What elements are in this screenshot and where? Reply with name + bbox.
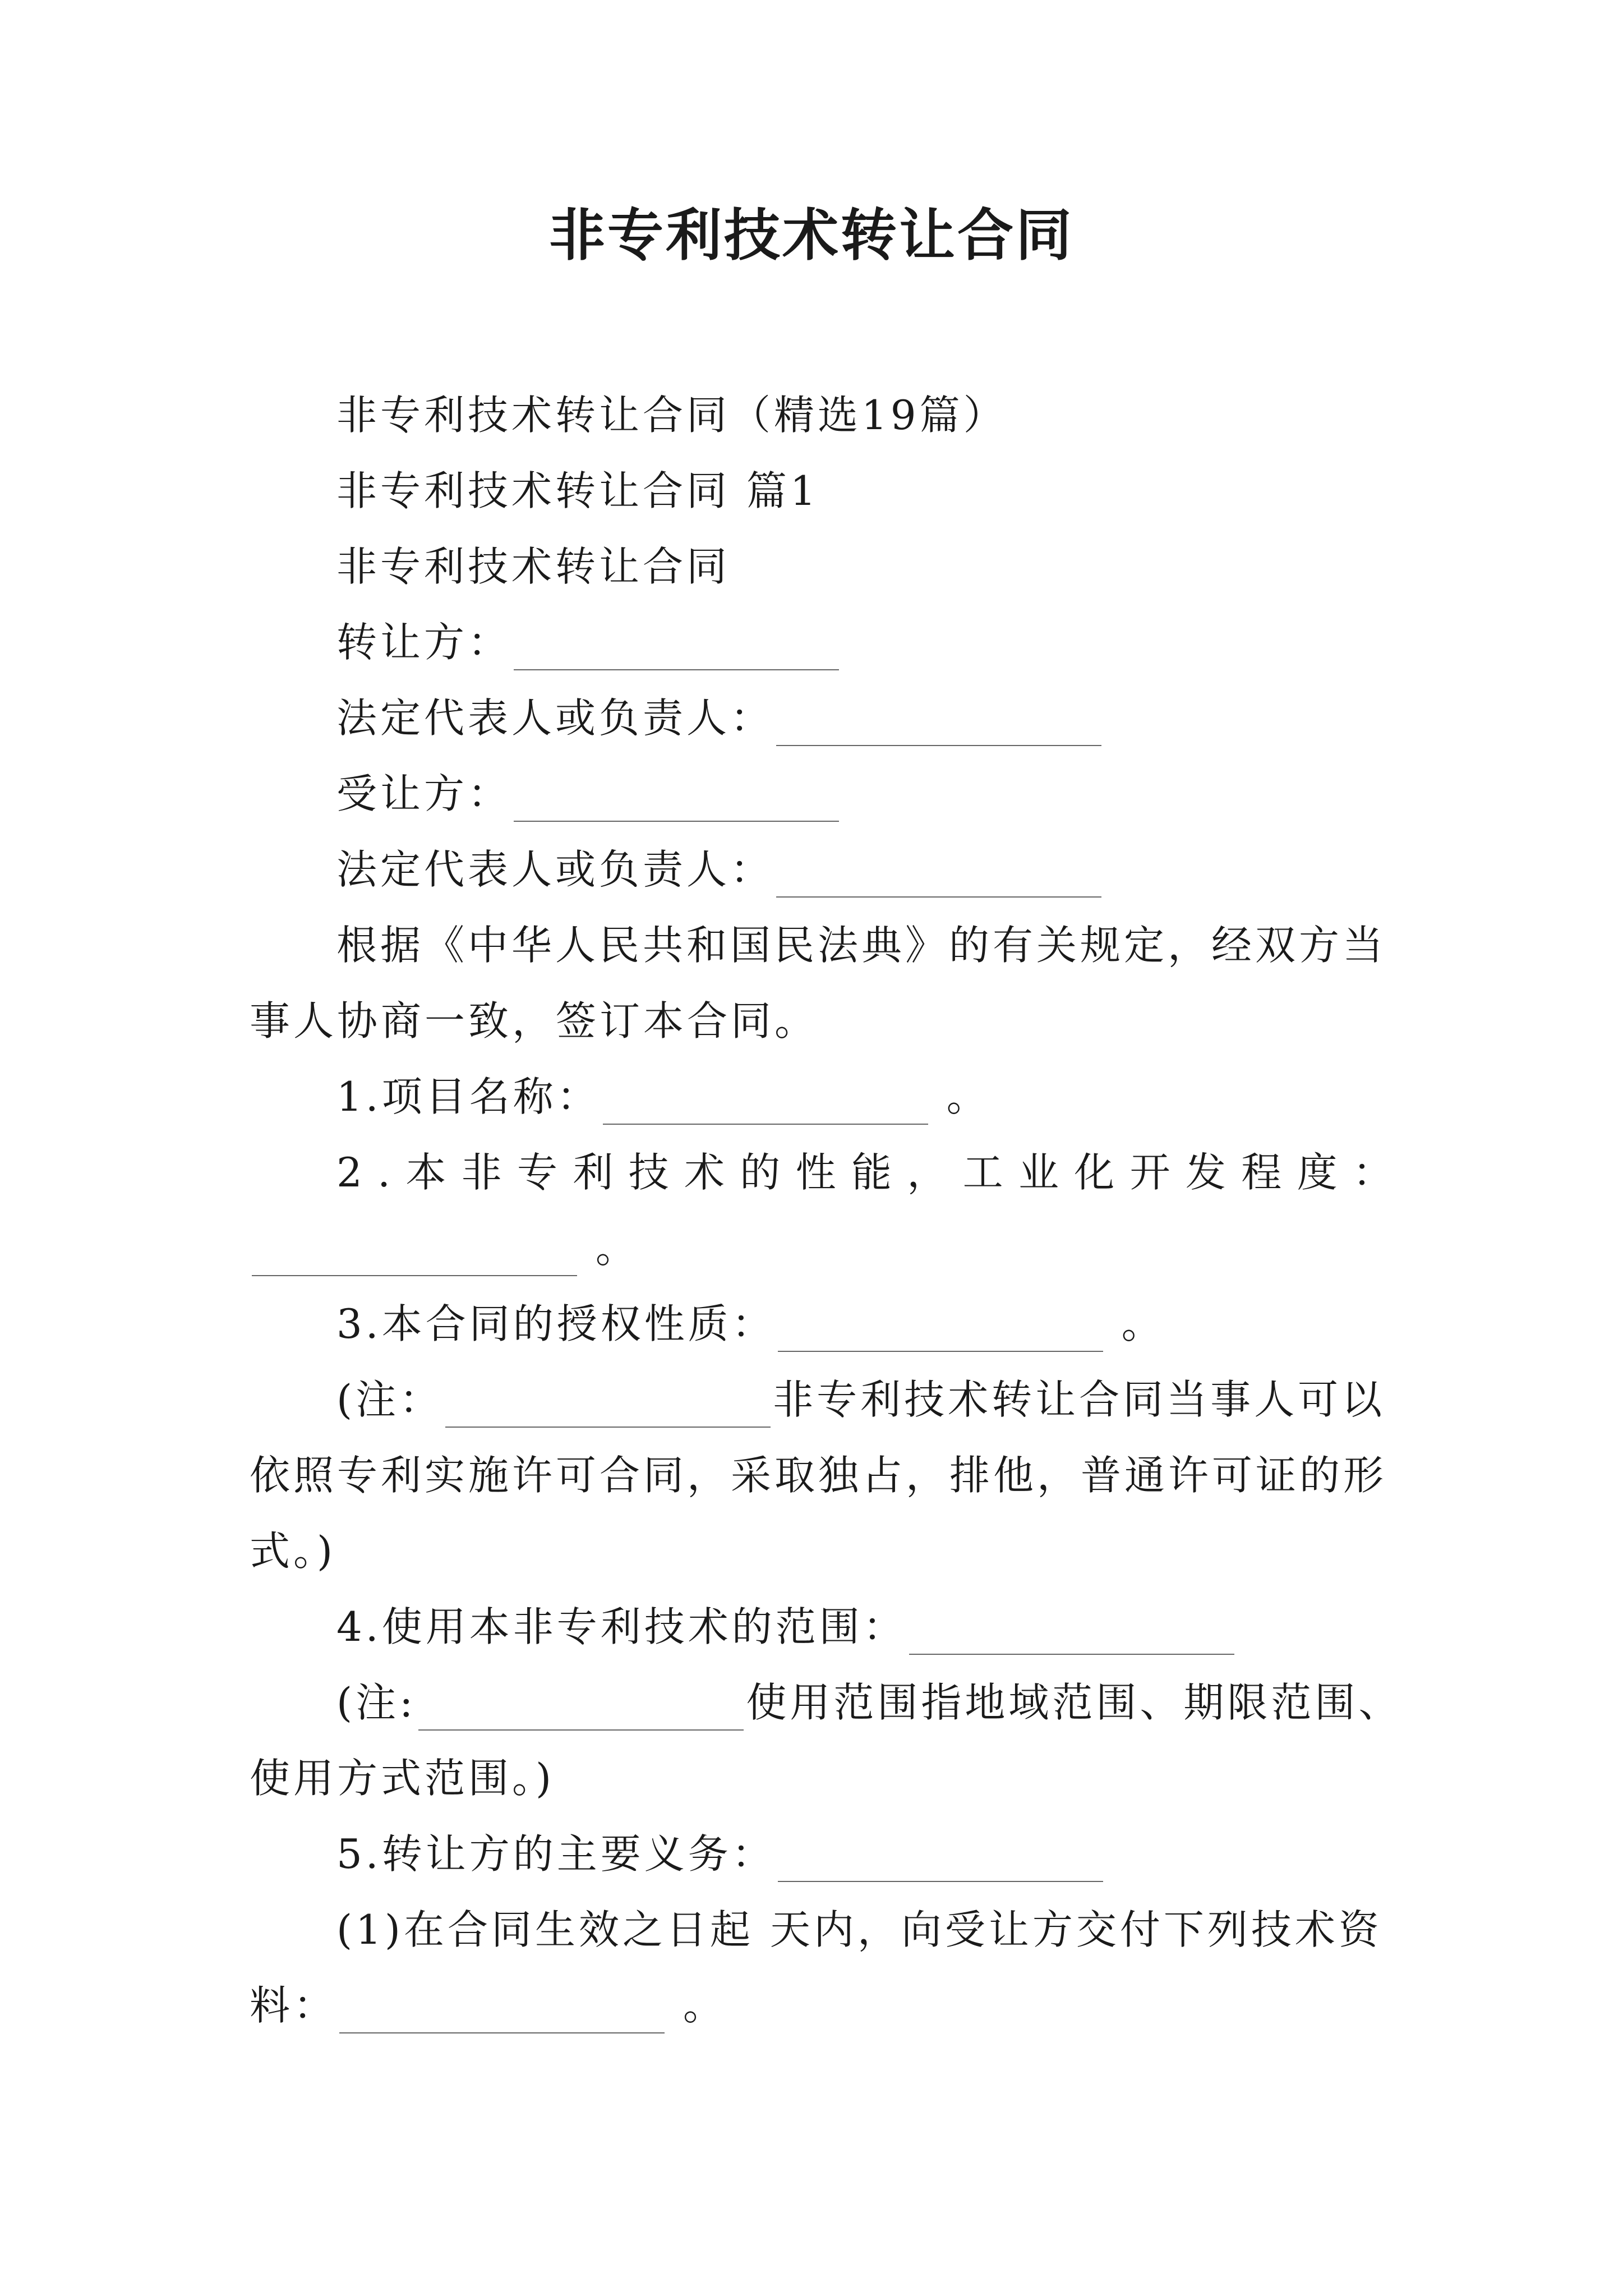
text-char: 开 xyxy=(1129,1149,1174,1196)
transferee-rep-line xyxy=(336,841,1396,898)
item-4-line xyxy=(336,1599,1396,1655)
note-1-line xyxy=(336,1372,1396,1428)
item-5-line xyxy=(336,1826,1396,1882)
text: (注: xyxy=(336,1679,417,1726)
text: 1.项目名称： xyxy=(336,1073,601,1120)
section-heading xyxy=(336,463,1396,519)
item-5-1-continuation xyxy=(250,1977,1394,2033)
text: 4.使用本非专利技术的范围： xyxy=(336,1603,907,1650)
text: 根据《中华人民共和国民法典》的有关规定，经双方当 xyxy=(336,922,1387,969)
blank-field[interactable] xyxy=(252,1236,577,1276)
blank-field[interactable] xyxy=(778,1312,1103,1352)
text-char: 性 xyxy=(795,1149,840,1196)
text: (1)在合同生效之日起 天内，向受让方交付下列技术资 xyxy=(336,1906,1382,1953)
text: 。 xyxy=(683,1982,727,2029)
text-char: 非 xyxy=(461,1149,505,1196)
blank-field[interactable] xyxy=(778,1842,1103,1882)
text-char: . xyxy=(377,1149,394,1196)
note-2-line xyxy=(336,1674,1403,1731)
text-char: 发 xyxy=(1185,1149,1229,1196)
paragraph-line xyxy=(336,917,1396,973)
item-3-line xyxy=(336,1296,1396,1352)
text: (注： xyxy=(336,1376,444,1423)
paragraph-line xyxy=(250,993,1394,1049)
text-char: 利 xyxy=(573,1149,617,1196)
text-char: ： xyxy=(1352,1149,1396,1196)
text: 转让方： xyxy=(336,619,512,666)
transferee-line xyxy=(336,766,1396,822)
note-1-continuation xyxy=(250,1447,1394,1503)
text: 法定代表人或负责人： xyxy=(336,694,774,742)
text-char: 业 xyxy=(1018,1149,1062,1196)
text-char: 度 xyxy=(1297,1149,1341,1196)
text: 使用方式范围。) xyxy=(250,1755,555,1802)
note-1-end xyxy=(250,1523,1394,1579)
text: 非专利技术转让合同 xyxy=(336,543,731,590)
item-5-1-line xyxy=(336,1902,1396,1958)
text-char: 程 xyxy=(1241,1149,1285,1196)
transferor-rep-line xyxy=(336,690,1396,746)
text: 非专利技术转让合同当事人可以 xyxy=(773,1376,1386,1423)
transferor-line xyxy=(336,614,1396,670)
text-char: 能 xyxy=(851,1149,895,1196)
text: 依照专利实施许可合同，采取独占，排他，普通许可证的形 xyxy=(250,1452,1387,1499)
text-char: 2 xyxy=(336,1149,366,1196)
contract-heading xyxy=(336,539,1396,595)
blank-field[interactable] xyxy=(909,1614,1234,1655)
text-char: 技 xyxy=(628,1149,672,1196)
note-2-continuation xyxy=(250,1750,1394,1806)
text: 非专利技术转让合同（精选19篇） xyxy=(336,392,1007,439)
blank-field[interactable] xyxy=(514,781,839,822)
text: 使用范围指地域范围、期限范围、 xyxy=(746,1679,1403,1726)
text-char: 工 xyxy=(962,1149,1007,1196)
blank-field[interactable] xyxy=(514,630,839,670)
item-1-line xyxy=(336,1069,1396,1125)
blank-field[interactable] xyxy=(603,1084,928,1125)
text-char: 术 xyxy=(684,1149,728,1196)
text: 料： xyxy=(250,1982,338,2029)
blank-field[interactable] xyxy=(339,1993,665,2033)
text: 式。) xyxy=(250,1527,336,1575)
text-char: 本 xyxy=(405,1149,450,1196)
blank-field[interactable] xyxy=(445,1387,771,1428)
subtitle-line xyxy=(336,387,1396,443)
text: 法定代表人或负责人： xyxy=(336,846,774,893)
blank-field[interactable] xyxy=(776,857,1101,898)
text: 。 xyxy=(1121,1300,1165,1347)
text: 非专利技术转让合同 篇1 xyxy=(336,467,819,514)
text-char: 专 xyxy=(517,1149,561,1196)
text: 。 xyxy=(595,1225,639,1272)
item-2-continuation xyxy=(250,1220,1394,1276)
document-title: 非专利技术转让合同 xyxy=(549,203,1074,268)
text-char: ， xyxy=(907,1149,951,1196)
text-char: 化 xyxy=(1074,1149,1118,1196)
item-2-line xyxy=(336,1144,1396,1200)
blank-field[interactable] xyxy=(418,1690,744,1731)
text: 3.本合同的授权性质： xyxy=(336,1300,776,1347)
text-char: 的 xyxy=(740,1149,784,1196)
text: 。 xyxy=(946,1073,990,1120)
text: 事人协商一致，签订本合同。 xyxy=(250,997,819,1045)
blank-field[interactable] xyxy=(776,706,1101,746)
text: 5.转让方的主要义务： xyxy=(336,1830,776,1878)
text: 受让方： xyxy=(336,770,512,817)
